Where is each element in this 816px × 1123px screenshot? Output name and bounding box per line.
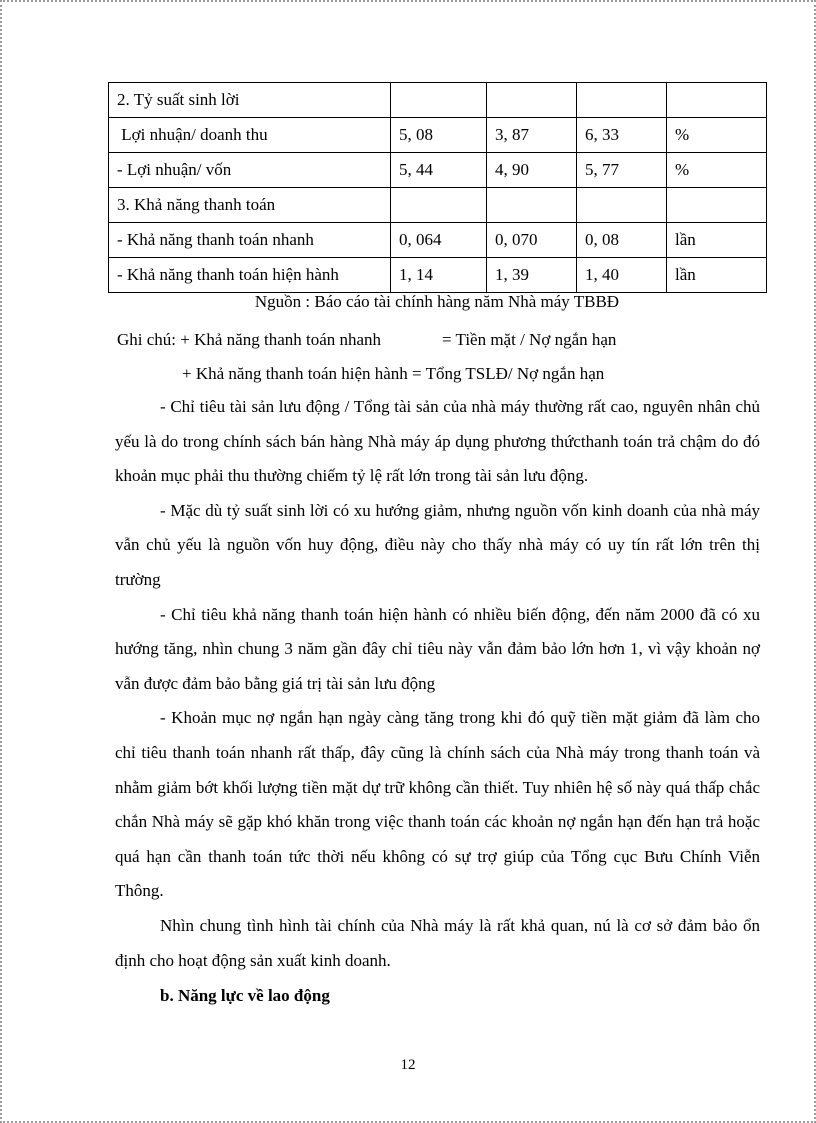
table-row [109,118,767,153]
note-quick-ratio: Ghi chú: + Khả năng thanh toán nhanh [117,330,382,349]
table-row-label: - Khả năng thanh toán hiện hành [109,258,391,293]
table-cell: 4, 90 [487,153,577,188]
table-cell [667,83,767,118]
paragraph: - Khoản mục nợ ngắn hạn ngày càng tăng trong khi đó quỹ tiền mặt giảm đã làm cho chỉ tiêu thanh toán nhanh rất thấp, đây cũng là chính sách của Nhà máy trong thanh toán và nhằm giảm bớt khối lượng tiền mặt dự trữ không cần thiết. Tuy nhiên hệ số này quá thấp chắc chắn Nhà máy sẽ gặp khó khăn trong việc thanh toán các khoản nợ ngắn hạn đến hạn trả hoặc quá hạn cần thanh toán tức thời nếu không có sự trợ giúp của Tổng cục Bưu Chính Viễn Thông. [115,708,760,901]
table-cell [577,188,667,223]
table-cell: 0, 08 [577,223,667,258]
table-cell: 1, 40 [577,258,667,293]
note-current-ratio: + Khả năng thanh toán hiện hành = Tổng TSLĐ/ Nợ ngắn hạn [182,364,605,383]
table-row [109,153,767,188]
table-cell [667,188,767,223]
table-row [109,223,767,258]
table-cell: % [667,153,767,188]
note-quick-ratio-formula: = Tiền mặt / Nợ ngắn hạn [442,330,617,349]
table-cell [577,83,667,118]
table-cell: 0, 070 [487,223,577,258]
page-number: 12 [400,1057,416,1073]
table-cell [391,83,487,118]
table-row [109,258,767,293]
table-cell: 0, 064 [391,223,487,258]
table-row-label: 3. Khả năng thanh toán [109,188,391,223]
table-cell [487,188,577,223]
table-cell: lần [667,258,767,293]
paragraph: - Chỉ tiêu tài sản lưu động / Tổng tài sản của nhà máy thường rất cao, nguyên nhân chủ yếu là do trong chính sách bán hàng Nhà máy áp dụng phương thứcthanh toán trả chậm do đó khoản mục phải thu thường chiếm tỷ lệ rất lớn trong tài sản lưu động. [115,397,760,486]
table-source: Nguồn : Báo cáo tài chính hàng năm Nhà máy TBBĐ [254,292,620,311]
financial-ratio-table [108,82,767,293]
table-cell [391,188,487,223]
table-row-label: 2. Tỷ suất sinh lời [109,83,391,118]
paragraph: - Mặc dù tỷ suất sinh lời có xu hướng giảm, nhưng nguồn vốn kinh doanh của nhà máy vẫn chủ yếu là nguồn vốn huy động, điều này cho thấy nhà máy có uy tín rất lớn trên thị trường [115,500,760,589]
section-heading: b. Năng lực về lao động [160,986,330,1006]
table-cell: 5, 77 [577,153,667,188]
table-cell: 1, 14 [391,258,487,293]
table-cell: lần [667,223,767,258]
table-cell: 3, 87 [487,118,577,153]
paragraph: - Chỉ tiêu khả năng thanh toán hiện hành có nhiều biến động, đến năm 2000 đã có xu hướng tăng, nhìn chung 3 năm gần đây chỉ tiêu này vẫn đảm bảo lớn hơn 1, vì vậy khoản nợ vẫn được đảm bảo bằng giá trị tài sản lưu động [115,604,760,693]
body-text [115,390,760,1014]
table-row-label: Lợi nhuận/ doanh thu [109,118,391,153]
table-row-label: - Khả năng thanh toán nhanh [109,223,391,258]
table-row [109,83,767,118]
table-row-label: - Lợi nhuận/ vốn [109,153,391,188]
table-cell: 6, 33 [577,118,667,153]
table-cell [487,83,577,118]
table-cell: 5, 44 [391,153,487,188]
paragraph: Nhìn chung tình hình tài chính của Nhà máy là rất khả quan, nú là cơ sở đảm bảo ổn định cho hoạt động sản xuất kinh doanh. [115,915,760,970]
table-row [109,188,767,223]
table-cell: % [667,118,767,153]
table-cell: 1, 39 [487,258,577,293]
table-cell: 5, 08 [391,118,487,153]
